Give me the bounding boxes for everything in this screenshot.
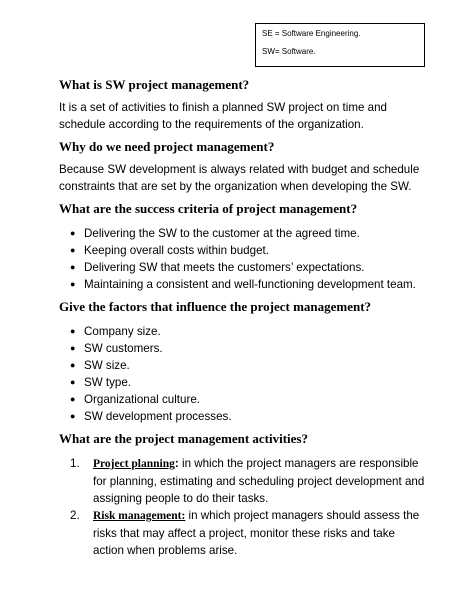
list-item-text: SW type.: [84, 376, 132, 389]
list-item: [70, 391, 429, 408]
activity-description: in which project managers should assess the risks that may affect a project, monitor these risks and take action when problems arise.: [93, 509, 420, 557]
heading-activities: What are the project management activities?: [59, 431, 308, 446]
activities-list: [59, 455, 429, 559]
list-item: [70, 323, 429, 340]
heading-factors: Give the factors that influence the project management?: [59, 299, 372, 314]
document-body: [59, 77, 429, 559]
term-project-planning: Project planning: [93, 458, 175, 470]
list-item-text: Organizational culture.: [84, 393, 200, 406]
bullet-icon: ●: [70, 326, 76, 336]
list-item: [70, 259, 429, 276]
bullet-icon: ●: [70, 228, 76, 238]
heading-why: Why do we need project management?: [59, 139, 275, 154]
bullet-icon: ●: [70, 411, 76, 421]
list-item: [70, 225, 429, 242]
bullet-icon: ●: [70, 262, 76, 272]
list-item: [70, 242, 429, 259]
list-item: [70, 276, 429, 293]
list-item-text: SW development processes.: [84, 410, 232, 423]
list-item-text: Delivering the SW to the customer at the agreed time.: [84, 227, 360, 240]
list-item-text: Keeping overall costs within budget.: [84, 244, 269, 257]
activity-description: in which the project managers are responsible for planning, estimating and scheduling project development and assigning people to do their tasks.: [93, 457, 425, 505]
list-item-text: Delivering SW that meets the customers’ expectations.: [84, 261, 365, 274]
paragraph-why: Because SW development is always related with budget and schedule constraints that are set by the organization when developing the SW.: [59, 163, 420, 193]
success-criteria-list: [59, 225, 429, 293]
bullet-icon: ●: [70, 377, 76, 387]
list-item-text: Company size.: [84, 325, 161, 338]
bullet-icon: ●: [70, 360, 76, 370]
heading-what-is: What is SW project management?: [59, 77, 250, 92]
list-item-text: SW customers.: [84, 342, 163, 355]
paragraph-what-is: It is a set of activities to finish a planned SW project on time and schedule according to the requirements of the organization.: [59, 101, 388, 131]
note-line-sw: SW= Software.: [262, 47, 316, 56]
list-item: [70, 340, 429, 357]
list-number: 2.: [70, 509, 80, 522]
list-item-text: Maintaining a consistent and well-functioning development team.: [84, 278, 416, 291]
term-separator: :: [174, 457, 179, 470]
list-number: 1.: [70, 457, 80, 470]
bullet-icon: ●: [70, 343, 76, 353]
abbreviation-note-box: [255, 23, 425, 67]
factors-list: [59, 323, 429, 425]
list-item: [70, 408, 429, 425]
list-item: [70, 374, 429, 391]
bullet-icon: ●: [70, 394, 76, 404]
bullet-icon: ●: [70, 279, 76, 289]
term-risk-management: Risk management:: [93, 510, 186, 522]
bullet-icon: ●: [70, 245, 76, 255]
note-line-se: SE = Software Engineering.: [262, 29, 361, 38]
list-item: [70, 357, 429, 374]
list-item-risk-management: [70, 507, 429, 559]
list-item-project-planning: [70, 455, 429, 507]
list-item-text: SW size.: [84, 359, 130, 372]
heading-success-criteria: What are the success criteria of project management?: [59, 201, 358, 216]
